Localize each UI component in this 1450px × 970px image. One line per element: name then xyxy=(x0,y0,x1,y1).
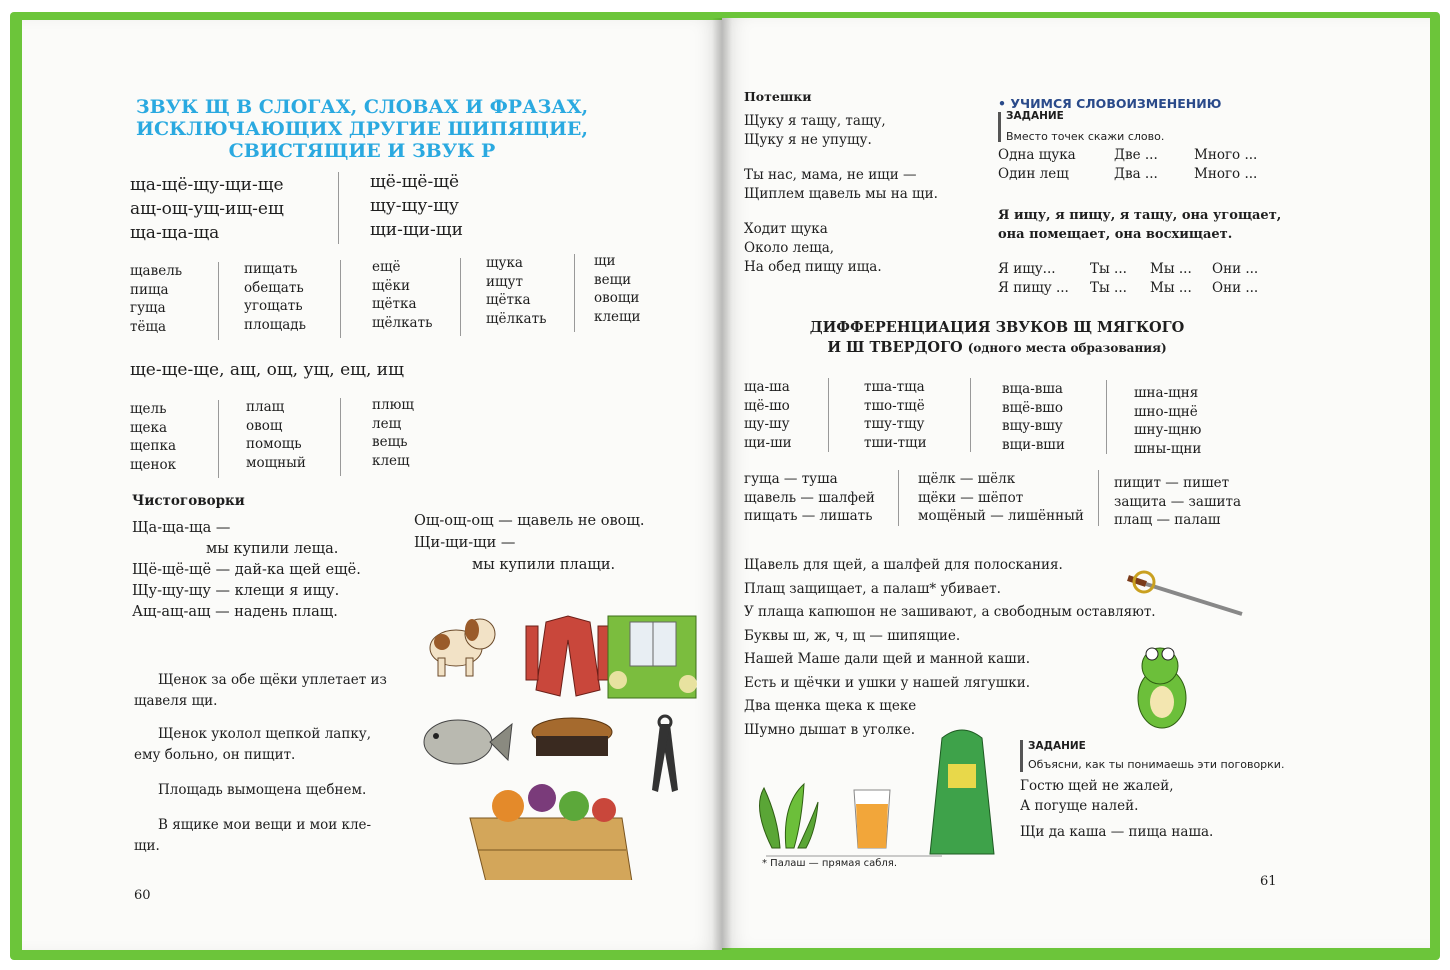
verb-line: она помещает, она восхищает. xyxy=(998,227,1233,242)
pair: щу-шу xyxy=(744,416,790,432)
word: щавель xyxy=(130,263,183,279)
form-cell: Две ... xyxy=(1114,147,1158,163)
word-column xyxy=(130,400,176,474)
nursery-rhymes xyxy=(744,112,938,277)
word: щука xyxy=(486,255,523,271)
word: щёлкать xyxy=(372,314,433,331)
word: овощи xyxy=(594,290,640,306)
word-column xyxy=(486,254,546,328)
minimal-pairs-column xyxy=(918,470,1084,526)
sentence: Есть и щёчки и ушки у нашей лягушки. xyxy=(744,674,1031,691)
minimal-pair: защита — зашита xyxy=(1114,493,1242,510)
word: щека xyxy=(130,419,168,436)
verse-line: На обед пищу ища. xyxy=(744,259,882,275)
task-label: ЗАДАНИЕ xyxy=(1006,110,1064,122)
word: щётка xyxy=(372,296,417,312)
minimal-pair: щёлк — шёлк xyxy=(918,471,1016,487)
minimal-pair: щавель — шалфей xyxy=(744,489,875,506)
word: щепка xyxy=(130,438,177,454)
task-text: Объясни, как ты понимаешь эти поговорки. xyxy=(1028,758,1285,771)
sorrel-illustration xyxy=(760,784,819,848)
syllables-column-a xyxy=(130,173,284,245)
sentence: Шумно дышат в уголке. xyxy=(744,721,916,738)
syllable-line: ащ-ощ-ущ-ищ-ещ xyxy=(130,199,284,219)
pair: тшу-тщу xyxy=(864,416,925,432)
word: помощь xyxy=(246,436,302,452)
pair: ща-ша xyxy=(744,379,790,395)
word: ещё xyxy=(372,259,401,275)
title-note: (одного места образования) xyxy=(967,341,1167,355)
verse-line: Щуку я не упущу. xyxy=(744,132,872,148)
word: щёлкать xyxy=(486,310,547,327)
pair: вщи-вши xyxy=(1002,436,1065,453)
verse-line: Ты нас, мама, не ищи — xyxy=(744,167,917,183)
fish-illustration xyxy=(424,720,512,764)
verse-line: Щу-щу-щу — клещи я ищу. xyxy=(132,583,340,599)
pairs-column xyxy=(864,378,927,452)
word: площадь xyxy=(244,316,306,333)
pair: тша-тща xyxy=(864,379,925,395)
minimal-pair: мощёный — лишённый xyxy=(918,508,1084,524)
column-divider xyxy=(460,258,461,336)
column-divider xyxy=(898,470,899,526)
verse-line: Щиплем щавель мы на щи. xyxy=(744,186,938,202)
pair: шну-щню xyxy=(1134,422,1202,438)
word-column xyxy=(372,396,414,470)
verse-line: Ща-ща-ща — xyxy=(132,520,231,536)
pair: тшо-тщё xyxy=(864,397,925,414)
minimal-pair: плащ — палаш xyxy=(1114,512,1221,528)
column-divider xyxy=(970,378,971,452)
phrase-line: Площадь вымощена щебнем. xyxy=(158,782,367,798)
minimal-pairs-column xyxy=(1114,474,1241,530)
conj-cell: Мы ... xyxy=(1150,261,1192,277)
conj-cell: Они ... xyxy=(1212,280,1259,296)
verse-line: Около леща, xyxy=(744,240,835,256)
footnote: * Палаш — прямая сабля. xyxy=(762,858,897,869)
title-line: СВИСТЯЩИЕ И ЗВУК Р xyxy=(228,140,496,162)
saying-line: А погуще налей. xyxy=(1020,798,1139,814)
form-cell: Два ... xyxy=(1114,166,1158,182)
syllable-line: щу-щу-щу xyxy=(370,196,459,216)
forms-row xyxy=(998,146,1268,165)
pair: щи-ши xyxy=(744,434,792,451)
title-line: ДИФФЕРЕНЦИАЦИЯ ЗВУКОВ Щ МЯГКОГО xyxy=(809,319,1185,336)
word: щётка xyxy=(486,292,531,308)
pair: шна-щня xyxy=(1134,385,1199,401)
pairs-column xyxy=(1002,380,1065,454)
word: плющ xyxy=(372,397,414,413)
column-divider xyxy=(338,172,339,244)
section-heading: • УЧИМСЯ СЛОВОИЗМЕНЕНИЮ xyxy=(998,96,1222,111)
minimal-pair: пищит — пишет xyxy=(1114,475,1230,491)
column-divider xyxy=(1106,380,1107,454)
sentence: Плащ защищает, а палаш* убивает. xyxy=(744,580,1001,597)
word-column xyxy=(130,262,182,336)
word: пищать xyxy=(244,261,298,277)
verse-line: мы купили леща. xyxy=(206,541,339,557)
word: ищут xyxy=(486,273,523,290)
word-column xyxy=(244,260,306,334)
coat-illustration xyxy=(526,616,610,696)
conjugation xyxy=(998,260,1258,298)
syllable-line: щи-щи-щи xyxy=(370,220,463,240)
word: лещ xyxy=(372,415,402,432)
verbs xyxy=(998,206,1282,244)
syllable-line: ща-ща-ща xyxy=(130,223,220,243)
column-divider xyxy=(1098,470,1099,526)
window-illustration xyxy=(608,616,697,698)
syllable-line: щё-щё-щё xyxy=(370,172,460,192)
word: мощный xyxy=(246,454,306,471)
syllables-column-b xyxy=(370,170,463,242)
word: щель xyxy=(130,401,167,417)
verse-line: Ащ-ащ-ащ — надень плащ. xyxy=(132,604,338,620)
title-line: И Ш ТВЕРДОГО xyxy=(827,339,963,356)
page-title xyxy=(82,96,642,162)
pair: шно-щнё xyxy=(1134,403,1198,420)
phrase-line: Щенок уколол щепкой лапку, xyxy=(158,726,372,742)
word: плащ xyxy=(246,399,285,415)
phrase-line: В ящике мои вещи и мои кле- xyxy=(158,817,372,833)
pair: вщё-вшо xyxy=(1002,399,1063,416)
verb-line: Я ищу, я пищу, я тащу, она угощает, xyxy=(998,208,1282,223)
word: угощать xyxy=(244,298,303,314)
column-divider xyxy=(340,398,341,476)
sword-illustration xyxy=(1128,572,1242,614)
saying-line: Щи да каша — пища наша. xyxy=(1020,824,1214,840)
phrase-line: щавеля щи. xyxy=(134,693,218,709)
sentence: Нашей Маше дали щей и манной каши. xyxy=(744,651,1030,667)
sentence: У плаща капюшон не зашивают, а свободным оставляют. xyxy=(744,604,1156,620)
word: вещи xyxy=(594,271,632,288)
verse-line: мы купили плащи. xyxy=(472,557,616,573)
verse-line: Щё-щё-щё — дай-ка щей ещё. xyxy=(132,562,361,578)
minimal-pair: пищать — лишать xyxy=(744,508,873,524)
form-cell: Много ... xyxy=(1194,147,1258,163)
phrase-line: Щенок за обе щёки уплетает из xyxy=(158,672,387,688)
page-number: 61 xyxy=(1260,874,1277,889)
conj-cell: Мы ... xyxy=(1150,280,1192,296)
word-column xyxy=(246,398,306,472)
puppy-illustration xyxy=(430,619,495,676)
verse-line: Ощ-ощ-ощ — щавель не овощ. xyxy=(414,513,645,529)
form-cell: Много ... xyxy=(1194,166,1258,182)
conj-cell: Ты ... xyxy=(1090,261,1127,277)
pliers-illustration xyxy=(652,716,678,792)
word: тёща xyxy=(130,318,167,335)
pair: тши-тщи xyxy=(864,434,927,451)
pairs-column xyxy=(1134,384,1201,458)
column-divider xyxy=(574,254,575,332)
phrases xyxy=(134,670,387,857)
sentence: Буквы ш, ж, ч, щ — шипящие. xyxy=(744,627,961,644)
word: клещи xyxy=(594,308,641,325)
column-divider xyxy=(828,378,829,452)
illustrations-left xyxy=(408,600,700,880)
word: гуща xyxy=(130,300,166,316)
word: щёки xyxy=(372,277,410,294)
minimal-pair: гуща — туша xyxy=(744,471,838,487)
phrase-line: щи. xyxy=(134,838,160,854)
column-divider xyxy=(218,262,219,340)
book-spine xyxy=(712,18,732,950)
saying-line: Гостю щей не жалей, xyxy=(1020,778,1174,794)
word-column xyxy=(372,258,432,332)
conj-cell: Ты ... xyxy=(1090,280,1127,296)
pair: шны-щни xyxy=(1134,440,1202,457)
task-label: ЗАДАНИЕ xyxy=(1028,740,1086,752)
word: вещь xyxy=(372,434,408,450)
column-divider xyxy=(218,400,219,478)
title-line: ЗВУК Щ В СЛОГАХ, СЛОВАХ И ФРАЗАХ, xyxy=(135,96,589,118)
conj-cell: Они ... xyxy=(1212,261,1259,277)
page-number: 60 xyxy=(134,888,151,903)
brush-illustration xyxy=(532,718,612,756)
phrase-line: ему больно, он пищит. xyxy=(134,747,296,763)
word: щенок xyxy=(130,456,177,473)
form-cell: Одна щука xyxy=(998,147,1076,163)
verse-line: Щуку я тащу, тащу, xyxy=(744,113,886,129)
section-title xyxy=(782,318,1212,358)
verse-line: Щи-щи-щи — xyxy=(414,535,516,551)
conj-cell: Я ищу... xyxy=(998,261,1056,277)
sentence: Два щенка щека к щеке xyxy=(744,698,917,714)
conj-row xyxy=(998,260,1258,279)
title-line: ИСКЛЮЧАЮЩИХ ДРУГИЕ ШИПЯЩИЕ, xyxy=(136,118,588,140)
word: овощ xyxy=(246,417,283,434)
form-cell: Один лещ xyxy=(998,166,1069,182)
word: обещать xyxy=(244,279,304,296)
pair: щё-шо xyxy=(744,397,790,414)
conj-row xyxy=(998,279,1258,298)
frog-illustration xyxy=(1138,648,1186,728)
task-text: Вместо точек скажи слово. xyxy=(1006,130,1165,143)
pairs-column xyxy=(744,378,792,452)
word: щи xyxy=(594,253,616,269)
glass-illustration xyxy=(854,790,890,848)
tongue-twisters-left xyxy=(132,518,361,623)
minimal-pairs-column xyxy=(744,470,875,526)
section-heading: Чистоговорки xyxy=(132,493,245,509)
section-heading: Потешки xyxy=(744,89,812,104)
forms-row xyxy=(998,165,1268,184)
word-forms xyxy=(998,146,1268,184)
syllables-row: ще-ще-ще, ащ, ощ, ущ, ещ, ищ xyxy=(130,360,404,380)
left-page xyxy=(22,20,722,950)
pair: вщу-вшу xyxy=(1002,418,1063,434)
right-page xyxy=(722,18,1430,948)
tongue-twisters-right xyxy=(414,510,644,576)
pair: вща-вша xyxy=(1002,381,1063,397)
verse-line: Ходит щука xyxy=(744,221,828,237)
vegetable-crate-illustration xyxy=(470,784,632,880)
illustrations-right xyxy=(742,558,1252,858)
syllable-line: ща-щё-щу-щи-ще xyxy=(130,175,284,195)
conj-cell: Я пищу ... xyxy=(998,280,1069,296)
raincoat-illustration xyxy=(930,730,994,854)
column-divider xyxy=(340,260,341,338)
word: клещ xyxy=(372,452,410,469)
word: пища xyxy=(130,281,169,298)
sentence: Щавель для щей, а шалфей для полоскания. xyxy=(744,557,1063,573)
word-column xyxy=(594,252,641,326)
minimal-pair: щёки — шёпот xyxy=(918,489,1024,506)
task-bar xyxy=(998,112,1001,142)
